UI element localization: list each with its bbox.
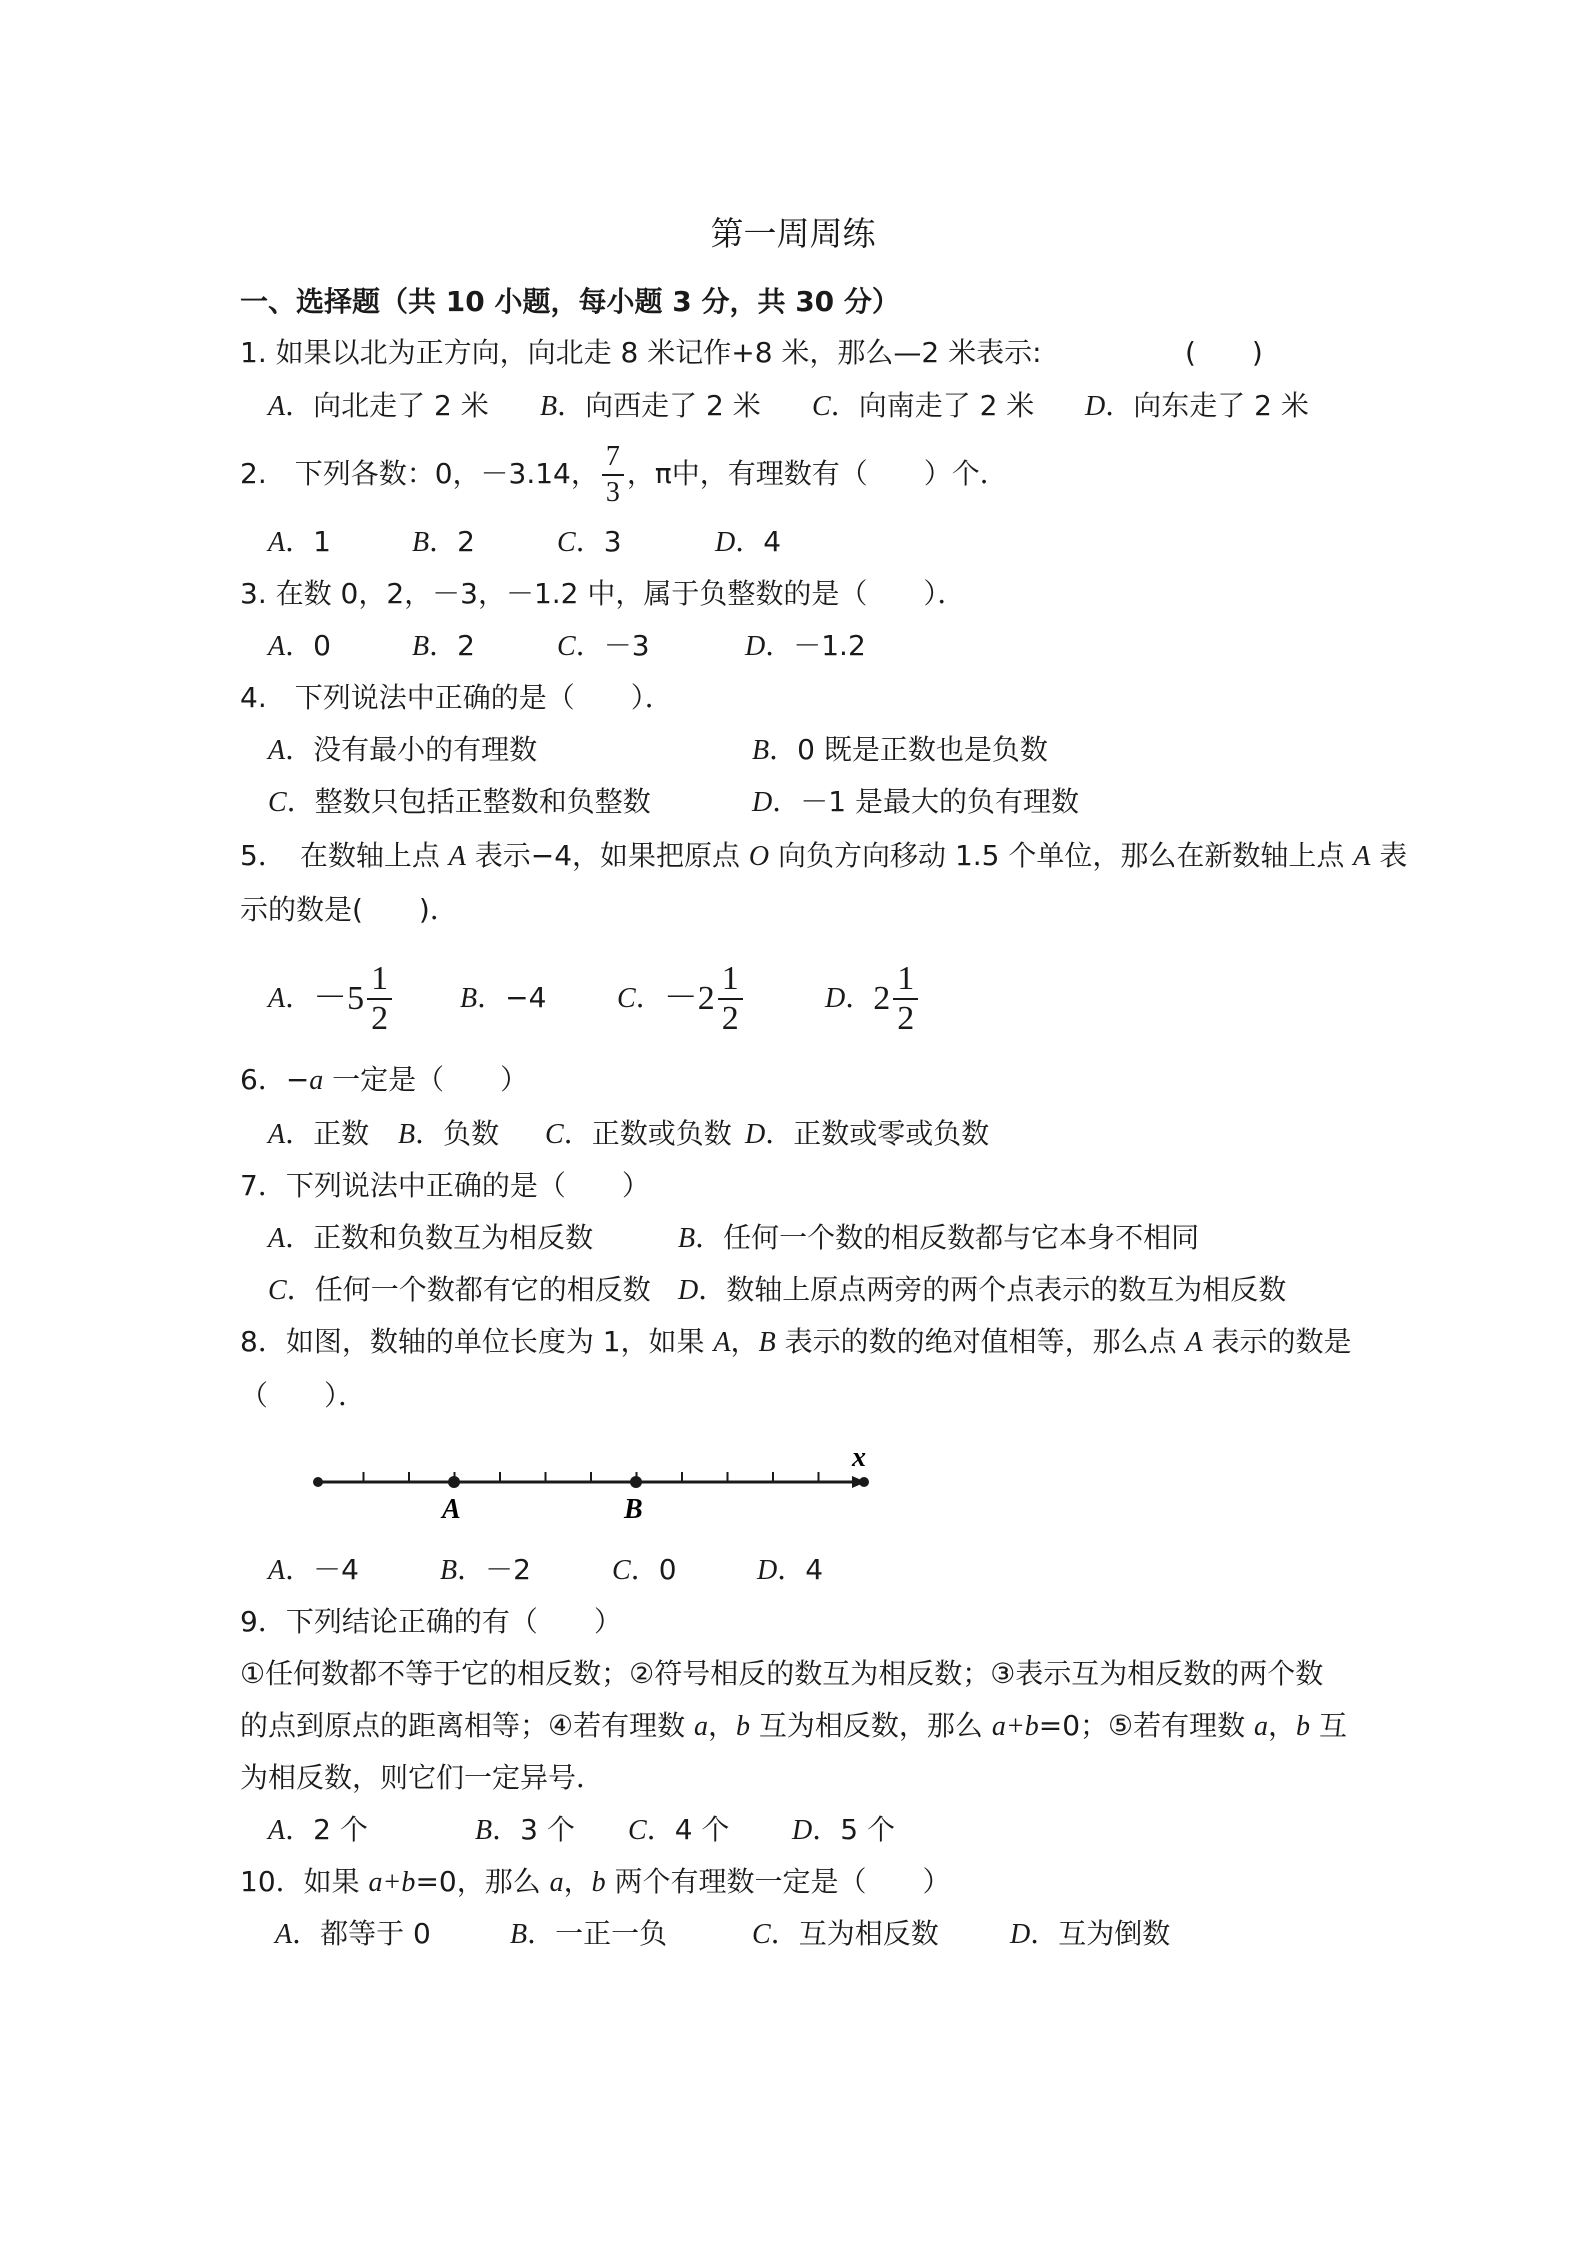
- option-letter: C: [557, 527, 576, 558]
- option-letter: D: [792, 1815, 813, 1846]
- option-letter: C: [752, 1919, 771, 1950]
- expression-a-plus-b: a+b: [368, 1867, 416, 1898]
- point-letter: A: [448, 841, 466, 872]
- option-text: ．正数或零或负数: [765, 1117, 990, 1150]
- option-text: ．－1.2: [765, 629, 866, 662]
- q6-text: 6．−: [240, 1063, 310, 1096]
- option-text: ．2: [429, 525, 475, 558]
- option-text: ．－1 是最大的负有理数: [772, 785, 1079, 818]
- option-text: ．2 个: [285, 1813, 368, 1846]
- mixed-whole: －5: [313, 980, 365, 1017]
- question-1-stem: [240, 333, 1042, 373]
- q5-option-b: [460, 978, 546, 1019]
- q7-option-b: [678, 1218, 1199, 1259]
- q7-option-a: [268, 1218, 593, 1259]
- option-letter: B: [475, 1815, 493, 1846]
- option-text: ．数轴上原点两旁的两个点表示的数互为相反数: [698, 1273, 1287, 1306]
- option-letter: C: [268, 787, 287, 818]
- q9-text: 互: [1310, 1709, 1347, 1742]
- option-letter: D: [1085, 391, 1106, 422]
- q9-text: =0；⑤若有理数: [1038, 1709, 1255, 1742]
- q5-option-d: [825, 958, 921, 1039]
- option-text: ．整数只包括正整数和负整数: [286, 785, 651, 818]
- option-letter: D: [715, 527, 736, 558]
- variable-b: b: [591, 1867, 606, 1898]
- option-letter: B: [752, 735, 770, 766]
- q8-option-a: [268, 1550, 359, 1591]
- q8-text: ，: [730, 1325, 759, 1358]
- option-letter: D: [825, 983, 846, 1014]
- q5-text: 5． 在数轴上点: [240, 839, 449, 872]
- point-letter: O: [748, 841, 770, 872]
- fraction-half: [367, 960, 392, 1038]
- q2-option-c: [557, 522, 622, 563]
- q5-text: 向负方向移动 1.5 个单位，那么在新数轴上点: [769, 839, 1354, 872]
- question-6-stem: [240, 1060, 528, 1101]
- option-text: ．4 个: [646, 1813, 730, 1846]
- option-letter: D: [757, 1555, 778, 1586]
- q6-option-a: [268, 1114, 369, 1155]
- point-a-label: A: [442, 1494, 461, 1520]
- q2-text-post: ，π中，有理数有（ ）个．: [626, 457, 1008, 490]
- option-letter: B: [460, 983, 478, 1014]
- option-letter: A: [268, 391, 286, 422]
- option-text: ．互为相反数: [770, 1917, 939, 1950]
- fraction-denominator: 2: [371, 1000, 389, 1037]
- q2-option-a: [268, 522, 331, 563]
- q10-text: 两个有理数一定是（ ）: [605, 1865, 951, 1898]
- q6-option-d: [745, 1114, 989, 1155]
- variable-a: a: [694, 1711, 709, 1742]
- option-letter: C: [612, 1555, 631, 1586]
- q1-text: 1. 如果以北为正方向，向北走 8 米记作+8 米，那么—2 米表示:: [240, 336, 1042, 369]
- option-dot: ．: [845, 981, 874, 1014]
- option-letter: D: [745, 631, 766, 662]
- option-letter: B: [540, 391, 558, 422]
- option-dot: ．: [635, 981, 664, 1014]
- q9-option-c: [628, 1810, 729, 1851]
- q2-text-pre: 2. 下列各数：0，－3.14，: [240, 457, 599, 490]
- option-text: ．2: [429, 629, 475, 662]
- q10-option-c: [752, 1914, 939, 1955]
- option-text: ．0: [630, 1553, 677, 1586]
- option-letter: A: [268, 631, 286, 662]
- option-text: ．一正一负: [527, 1917, 668, 1950]
- q6-text: 一定是（ ）: [323, 1063, 529, 1096]
- option-letter: A: [268, 1119, 286, 1150]
- option-text: ．4: [735, 525, 782, 558]
- option-text: ．任何一个数的相反数都与它本身不相同: [695, 1221, 1200, 1254]
- option-letter: A: [268, 1223, 286, 1254]
- q9-text: 的点到原点的距离相等；④若有理数: [240, 1709, 695, 1742]
- option-letter: A: [268, 983, 286, 1014]
- question-5-line-1: [240, 836, 1407, 877]
- fraction-denominator: 2: [897, 1000, 915, 1037]
- option-text: ．3 个: [492, 1813, 575, 1846]
- question-4-stem: 4. 下列说法中正确的是（ ）．: [240, 681, 673, 714]
- option-letter: A: [268, 527, 286, 558]
- question-9-stem: 9．下列结论正确的有（ ）: [240, 1605, 622, 1638]
- q9-text: ，: [1268, 1709, 1297, 1742]
- q5-text: 表示−4，如果把原点: [465, 839, 749, 872]
- option-text: ．互为倒数: [1030, 1917, 1171, 1950]
- question-8-line-2: （ ）．: [240, 1379, 367, 1412]
- option-letter: C: [812, 391, 831, 422]
- q4-option-d: [752, 782, 1079, 823]
- mixed-whole: －2: [663, 980, 715, 1017]
- option-text: ．向西走了 2 米: [557, 389, 761, 422]
- q3-option-d: [745, 626, 866, 667]
- option-text: ．－4: [285, 1553, 359, 1586]
- q10-option-b: [510, 1914, 667, 1955]
- q4-option-b: [752, 730, 1048, 771]
- option-letter: C: [628, 1815, 647, 1846]
- option-letter: D: [678, 1275, 699, 1306]
- question-7-stem: 7．下列说法中正确的是（ ）: [240, 1169, 650, 1202]
- q10-text: ，: [563, 1865, 592, 1898]
- question-9-line-1: ①任何数都不等于它的相反数；②符号相反的数互为相反数；③表示互为相反数的两个数: [240, 1657, 1324, 1690]
- option-letter: A: [268, 735, 286, 766]
- option-text: ．0: [285, 629, 331, 662]
- fraction-half: [718, 960, 743, 1038]
- option-text: ．4: [777, 1553, 824, 1586]
- option-text: ．0 既是正数也是负数: [769, 733, 1048, 766]
- question-5-line-2: 示的数是( )．: [240, 893, 458, 926]
- axis-label-x: x: [852, 1442, 866, 1473]
- option-dot: ．: [285, 981, 314, 1014]
- fraction-denominator: 3: [605, 477, 620, 508]
- option-text: ．1: [285, 525, 331, 558]
- variable-a: a: [1254, 1711, 1269, 1742]
- variable-a: a: [309, 1065, 324, 1096]
- option-letter: A: [268, 1815, 286, 1846]
- page-title: 第一周周练: [710, 214, 876, 253]
- point-a-dot: [448, 1476, 460, 1488]
- option-letter: B: [678, 1223, 696, 1254]
- option-text: ．正数和负数互为相反数: [285, 1221, 594, 1254]
- option-letter: C: [617, 983, 636, 1014]
- q9-text: ，: [708, 1709, 737, 1742]
- point-letter: A: [1353, 841, 1371, 872]
- fraction-numerator: 1: [893, 960, 918, 1000]
- option-text: ．向东走了 2 米: [1105, 389, 1309, 422]
- q3-option-b: [412, 626, 475, 667]
- option-text: ．负数: [415, 1117, 500, 1150]
- question-9-line-3: 为相反数，则它们一定异号．: [240, 1761, 605, 1794]
- option-text: ．5 个: [812, 1813, 895, 1846]
- q9-option-d: [792, 1810, 895, 1851]
- variable-b: b: [1296, 1711, 1311, 1742]
- question-1-paren: ( ): [1185, 336, 1263, 369]
- q8-option-d: [757, 1550, 823, 1591]
- option-letter: D: [1010, 1919, 1031, 1950]
- expression-a-plus-b: a+b: [991, 1711, 1039, 1742]
- fraction-numerator: 7: [602, 440, 624, 476]
- q5-option-c: [617, 958, 746, 1039]
- option-text: ．正数或负数: [563, 1117, 732, 1150]
- option-letter: B: [412, 631, 430, 662]
- q3-option-a: [268, 626, 331, 667]
- q10-text: =0，那么: [415, 1865, 550, 1898]
- option-letter: B: [412, 527, 430, 558]
- option-letter: B: [440, 1555, 458, 1586]
- fraction-seven-thirds: [602, 440, 624, 510]
- q9-text: 互为相反数，那么: [750, 1709, 992, 1742]
- q6-option-b: [398, 1114, 499, 1155]
- option-letter: D: [745, 1119, 766, 1150]
- q3-option-c: [557, 626, 650, 667]
- fraction-numerator: 1: [718, 960, 743, 1000]
- fraction-numerator: 1: [367, 960, 392, 1000]
- option-text: ．任何一个数都有它的相反数: [286, 1273, 651, 1306]
- q6-option-c: [545, 1114, 732, 1155]
- q10-option-d: [1010, 1914, 1170, 1955]
- q5-option-a: [268, 958, 395, 1039]
- q8-option-c: [612, 1550, 677, 1591]
- q8-text: 表示的数的绝对值相等，那么点: [775, 1325, 1186, 1358]
- q9-option-b: [475, 1810, 575, 1851]
- point-letter: B: [758, 1327, 776, 1358]
- fraction-denominator: 2: [721, 1000, 739, 1037]
- question-3-stem: 3. 在数 0，2，－3，－1.2 中，属于负整数的是（ ）．: [240, 577, 966, 610]
- point-letter: A: [713, 1327, 731, 1358]
- option-letter: C: [268, 1275, 287, 1306]
- q10-option-a: [275, 1914, 431, 1955]
- option-letter: B: [398, 1119, 416, 1150]
- point-letter: A: [1185, 1327, 1203, 1358]
- mixed-whole: 2: [873, 980, 891, 1017]
- q1-option-c: [812, 386, 1034, 427]
- q8-text: 8．如图，数轴的单位长度为 1，如果: [240, 1325, 714, 1358]
- point-b-dot: [630, 1476, 642, 1488]
- option-text: ．没有最小的有理数: [285, 733, 538, 766]
- q5-text: 表: [1370, 839, 1408, 872]
- option-letter: A: [275, 1919, 293, 1950]
- variable-b: b: [736, 1711, 751, 1742]
- number-line-figure: [300, 1440, 880, 1520]
- option-letter: A: [268, 1555, 286, 1586]
- q2-option-d: [715, 522, 781, 563]
- option-text: ．3: [575, 525, 622, 558]
- variable-a: a: [549, 1867, 564, 1898]
- q1-option-d: [1085, 386, 1309, 427]
- question-2-stem: [240, 438, 1008, 510]
- option-text: ．－2: [457, 1553, 531, 1586]
- option-letter: C: [557, 631, 576, 662]
- question-8-line-1: [240, 1322, 1352, 1363]
- q7-option-d: [678, 1270, 1286, 1311]
- option-text: ．都等于 0: [292, 1917, 431, 1950]
- option-text: ．－3: [575, 629, 650, 662]
- q4-option-a: [268, 730, 537, 771]
- option-letter: B: [510, 1919, 528, 1950]
- option-text: ．正数: [285, 1117, 370, 1150]
- question-10-stem: [240, 1862, 951, 1903]
- section-heading: 一、选择题（共 10 小题，每小题 3 分，共 30 分）: [240, 285, 900, 318]
- q10-text: 10．如果: [240, 1865, 369, 1898]
- right-endpoint-dot: [859, 1477, 869, 1487]
- option-text: ．向南走了 2 米: [830, 389, 1035, 422]
- point-b-label: B: [624, 1494, 643, 1520]
- q1-option-b: [540, 386, 761, 427]
- q2-option-b: [412, 522, 475, 563]
- fraction-half: [893, 960, 918, 1038]
- q4-option-c: [268, 782, 651, 823]
- q8-text: 表示的数是: [1202, 1325, 1352, 1358]
- option-letter: C: [545, 1119, 564, 1150]
- q7-option-c: [268, 1270, 651, 1311]
- question-9-line-2: [240, 1706, 1347, 1747]
- option-text: ．向北走了 2 米: [285, 389, 489, 422]
- option-letter: D: [752, 787, 773, 818]
- q8-option-b: [440, 1550, 531, 1591]
- option-text: ．−4: [477, 981, 547, 1014]
- q9-option-a: [268, 1810, 368, 1851]
- left-endpoint-dot: [313, 1477, 323, 1487]
- q1-option-a: [268, 386, 489, 427]
